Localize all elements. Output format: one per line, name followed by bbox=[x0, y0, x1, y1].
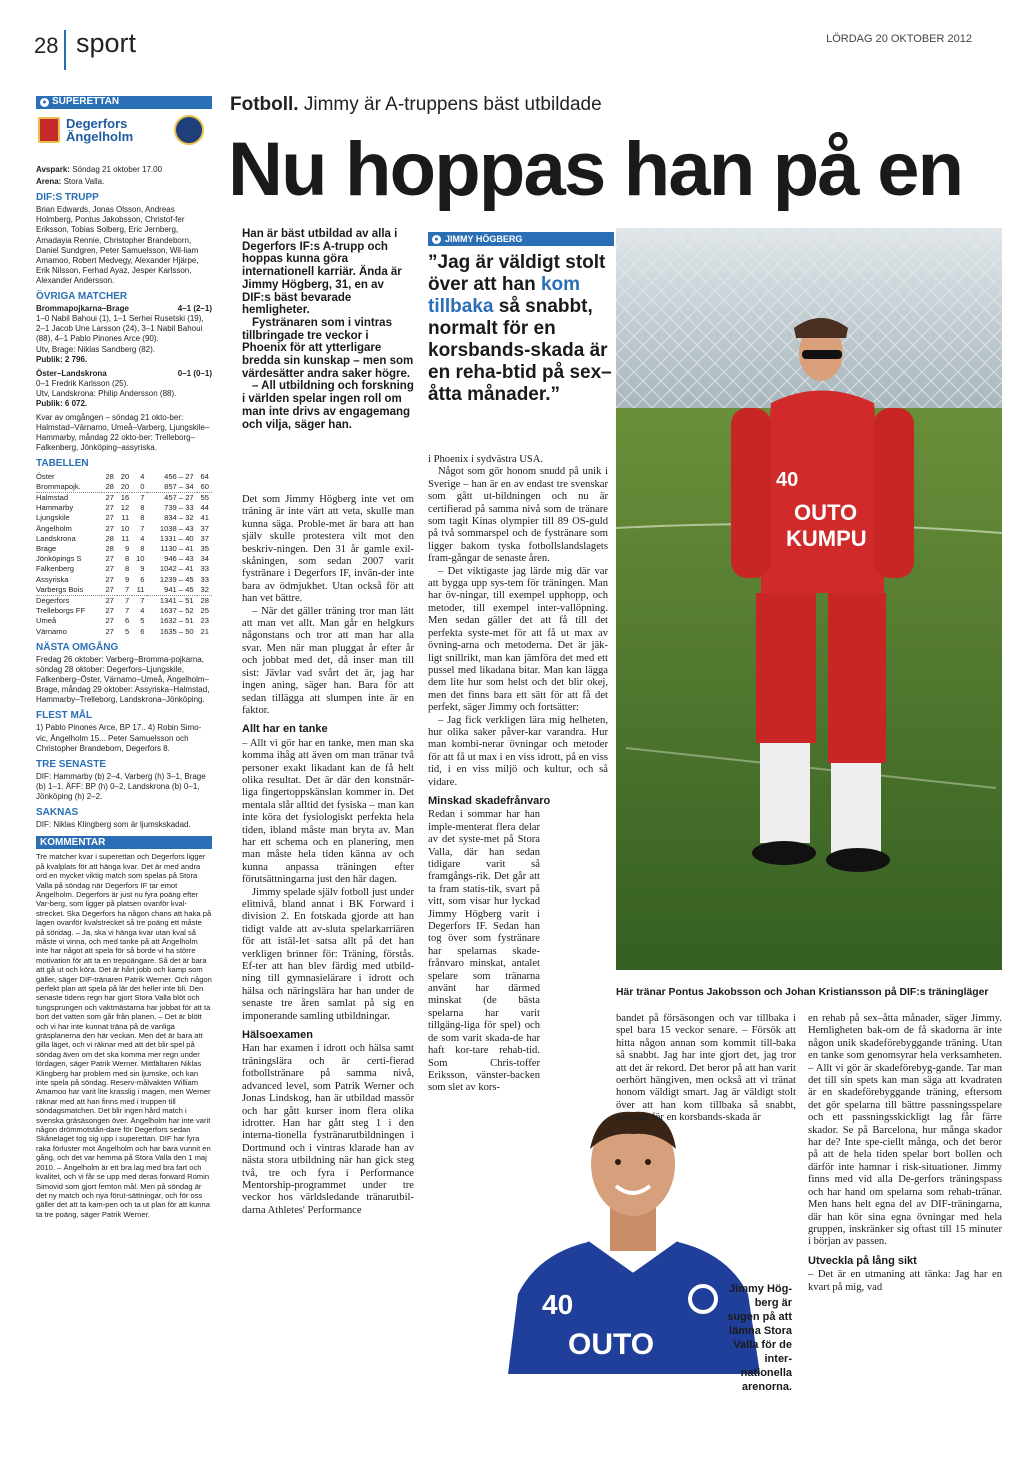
match-teams-label: Brommapojkarna–Brage bbox=[36, 304, 129, 314]
body-paragraph: – Allt vi gör har en tanke, men man ska komma ihåg att även om man tränar två personer exakt likadant kan de få helt olika resultat. Det är där den konstnär-liga fingertoppskänslan kommer in. Det mentala slår alltid det fysiska – man kan inte köra det fysiologiskt perfekta hela tiden, ibland måste man bryta av. Man har ett schema och en planering, men man måste hela tiden känna av och kunna anpassa träningen efter förutsättningarna just den här dagen. bbox=[242, 737, 414, 886]
table-cell: 27 bbox=[105, 584, 114, 594]
body-paragraph: Han har examen i idrott och hälsa samt träningslära och är certi-fierad fotbollstränare på samma nivå, advanced level, som Patrik Werner och Jonas Lindskog, han är utbildad massör och har gått kurser inom flera olika idrotter. Han har gått steg 1 i den interna-tionella fystränarutbildningen i Dortmund och i vintras klarade han av nästa stora utbildning när han gick steg två, tre och fyra i Performance Mentorship-programmet under tre veckor hos världsledande tränarutbil-darna Athletes' Performance bbox=[242, 1043, 414, 1216]
headline: Nu hoppas han på en bbox=[228, 127, 963, 212]
table-cell: 8 bbox=[124, 564, 130, 574]
subheading: Hälsoexamen bbox=[242, 1029, 313, 1042]
shirt-sponsor: KUMPU bbox=[786, 526, 867, 551]
table-cell: 1635 – 50 bbox=[159, 626, 194, 636]
table-cell: 8 bbox=[124, 554, 130, 564]
table-cell: 28 bbox=[105, 481, 114, 491]
shirt-sponsor: OUTO bbox=[794, 500, 858, 525]
article-column-3 bbox=[616, 1013, 796, 1183]
shirt-sponsor: OUTO bbox=[568, 1328, 655, 1361]
ingress-paragraph: Fystränaren som i vintras tillbringade tre veckor i Phoenix för att ytterligare bredda sin kunskap – men som värdesätter andra saker högre. bbox=[242, 316, 414, 380]
table-cell: 1632 – 51 bbox=[159, 616, 194, 626]
table-cell: 1042 – 41 bbox=[159, 564, 194, 574]
table-cell: 16 bbox=[120, 492, 130, 502]
table-cell: 11 bbox=[121, 513, 130, 523]
match-teams-label: Öster–Landskrona bbox=[36, 368, 107, 378]
table-team: Assyriska bbox=[36, 574, 69, 584]
table-team: Landskrona bbox=[36, 533, 76, 543]
table-cell: 1130 – 41 bbox=[160, 543, 194, 553]
top-scorers: 1) Pablo Pinones Arce, BP 17.. 4) Robin Simo-vic, Ängelholm 15... Peter Samuelsson och Christopher Brandeborn, Degerfors 8. bbox=[36, 723, 202, 753]
body-paragraph: bandet på försäsongen och var tillbaka i spel bara 15 veckor senare. – Försök att hitta någon annan som kommit till-baka så snabbt. Jag har inte gjort det, jag tror att det är rekord. Det beror på att han varit oerhört hängiven, men också att vi tränat honom väldigt smart. Jag är väldigt stolt över att han kom tillbaka så snabbt, normalt för en korsbands-skada är bbox=[616, 1013, 796, 1124]
match-score: 4–1 (2–1) bbox=[177, 304, 212, 314]
table-team: Ängelholm bbox=[36, 523, 72, 533]
page-number: 28 bbox=[34, 33, 59, 58]
table-cell: 941 – 45 bbox=[164, 584, 194, 594]
ingress-paragraph: Han är bäst utbildad av alla i Degerfors IF:s A-trupp och hoppas kunna göra internationell karriär. Ända är Jimmy Högberg, 31, en av DIF:s bäst bevarade hemligheter. bbox=[242, 228, 402, 317]
table-cell: 0 bbox=[140, 481, 145, 491]
table-cell: 456 – 27 bbox=[164, 471, 194, 481]
table-cell: 27 bbox=[105, 513, 114, 523]
table-cell: 60 bbox=[200, 481, 209, 491]
missing-players: DIF: Niklas Klingberg som är ljumskskadad. bbox=[36, 820, 191, 830]
table-cell: 44 bbox=[200, 503, 209, 513]
table-team: Jönköpings S bbox=[36, 554, 82, 564]
table-cell: 28 bbox=[105, 533, 114, 543]
header-divider bbox=[64, 30, 66, 70]
table-cell: 27 bbox=[105, 503, 114, 513]
other-matches-heading: ÖVRIGA MATCHER bbox=[36, 291, 128, 303]
next-round-heading: NÄSTA OMGÅNG bbox=[36, 641, 119, 653]
quote-label-bar bbox=[428, 232, 614, 246]
table-cell: 8 bbox=[140, 513, 145, 523]
table-row bbox=[36, 606, 212, 616]
squad-heading: DIF:S TRUPP bbox=[36, 192, 99, 204]
portrait-caption: Jimmy Hög-berg är sugen på att lämna Stora Valla för de inter-nationella arenorna. bbox=[727, 1283, 792, 1393]
table-cell: 35 bbox=[200, 543, 209, 553]
table-cell: 5 bbox=[140, 616, 145, 626]
table-cell: 28 bbox=[105, 543, 114, 553]
table-cell: 27 bbox=[105, 574, 114, 584]
table-cell: 20 bbox=[120, 471, 130, 481]
table-cell: 32 bbox=[200, 584, 209, 594]
football-icon: ● bbox=[432, 235, 441, 244]
away-team: Ängelholm bbox=[66, 129, 134, 144]
table-team: Värnamo bbox=[36, 626, 67, 636]
table-row bbox=[36, 554, 212, 564]
arena-label: Arena: bbox=[36, 177, 62, 187]
table-row bbox=[36, 585, 212, 596]
table-row bbox=[36, 482, 212, 493]
angelholm-crest-icon bbox=[174, 115, 204, 145]
table-cell: 8 bbox=[140, 503, 145, 513]
table-cell: 10 bbox=[136, 554, 145, 564]
table-cell: 27 bbox=[105, 595, 114, 605]
issue-date: LÖRDAG 20 OKTOBER 2012 bbox=[826, 33, 972, 45]
table-team: Falkenberg bbox=[36, 564, 74, 574]
table-cell: 1341 – 51 bbox=[159, 595, 194, 605]
table-team: Umeå bbox=[36, 616, 57, 626]
table-row bbox=[36, 544, 212, 554]
table-row bbox=[36, 513, 212, 523]
table-row bbox=[36, 492, 212, 503]
table-cell: 27 bbox=[105, 606, 114, 616]
table-cell: 7 bbox=[140, 595, 145, 605]
top-scorers-heading: FLEST MÅL bbox=[36, 710, 93, 722]
table-cell: 9 bbox=[124, 574, 130, 584]
table-cell: 25 bbox=[200, 606, 209, 616]
subheading: Allt har en tanke bbox=[242, 723, 328, 736]
table-cell: 21 bbox=[200, 626, 209, 636]
comments-heading: KOMMENTAR bbox=[40, 836, 106, 848]
table-cell: 834 – 32 bbox=[164, 513, 194, 523]
shirt-number: 40 bbox=[776, 469, 799, 491]
table-cell: 37 bbox=[200, 533, 209, 543]
table-cell: 857 – 34 bbox=[164, 481, 194, 491]
training-photo-art bbox=[616, 228, 1002, 970]
table-cell: 6 bbox=[140, 626, 145, 636]
table-cell: 10 bbox=[120, 523, 130, 533]
remaining-round: Kvar av omgången – söndag 21 okto-ber: Halmstad–Värnamo, Umeå–Varberg, Ljungskile–Hammarby, måndag 22 okto-ber: Trelleborg–Falkenberg, Jönköping–assyriska. bbox=[36, 413, 210, 453]
body-paragraph: Redan i sommar har han imple-menterat flera delar av det syste-met på Stora Valla, där han sedan tidigare varit så framgångs-rik. Det går att ta fram statis-tik, svart på vitt, som visar hur lyckad Jimmy Högberg varit i Degerfors IF. Sedan han tog över som fystränare har spelarnas skade-frånvaro minskat, antalet spelare som tränarna använt har därmed minskat (de bästa spelarna har varit tillgäng-liga för spel) och de som varit skada-de har haft kor-tare rehab-tid. Som Chris-toffer Eriksson, vänster-backen som slet av kors- bbox=[428, 809, 540, 1094]
match-result bbox=[36, 369, 212, 409]
kicker-topic: Fotboll. bbox=[230, 94, 299, 115]
table-cell: 27 bbox=[105, 492, 114, 502]
table-cell: 6 bbox=[124, 616, 130, 626]
table-team: Halmstad bbox=[36, 492, 69, 502]
table-cell: 11 bbox=[121, 533, 130, 543]
table-cell: 33 bbox=[200, 574, 209, 584]
quote-author: JIMMY HÖGBERG bbox=[445, 234, 523, 244]
table-cell: 27 bbox=[105, 616, 114, 626]
table-row bbox=[36, 595, 212, 606]
table-cell: 1637 – 52 bbox=[159, 606, 194, 616]
table-cell: 4 bbox=[140, 533, 145, 543]
table-row bbox=[36, 564, 212, 574]
table-cell: 34 bbox=[200, 554, 209, 564]
table-cell: 27 bbox=[105, 554, 114, 564]
match-attendance: Publik: 2 796. bbox=[36, 354, 88, 364]
subheading: Minskad skadefrånvaro bbox=[428, 794, 551, 807]
table-cell: 7 bbox=[140, 492, 145, 502]
table-cell: 64 bbox=[200, 471, 209, 481]
photo-caption: Här tränar Pontus Jakobsson och Johan Kristiansson på DIF:s träningläger bbox=[616, 987, 989, 998]
table-team: Hammarby bbox=[36, 503, 74, 513]
body-paragraph: Något som gör honom snudd på unik i Sverige – han är en av endast tre svenskar som gått ut-bildningen och nu är certifierad på samma nivå som de tränare som tagit Kinas olympier till 89 OS-guld på två sommarspel och de fystränare som ligger bakom tyska fotbollslandslagets fram-gångar de senaste åren. bbox=[428, 466, 608, 565]
match-score: 0–1 (0–1) bbox=[177, 368, 212, 378]
league-label: SUPERETTAN bbox=[52, 96, 120, 108]
quote-text bbox=[428, 252, 614, 406]
body-paragraph: Jimmy spelade själv fotboll just under elitnivå, bland annat i BK Forward i division 2. En fotskada gjorde att han tidigt valde att av-sluta spelarkarriären för att istäl-let satsa allt på det han verkligen brinner för: Träning, förstås. Ef-ter att han blev färdig med utbild-ning till gymnasielärare i idrott och hälsa och näringslära har han under de senaste tre åren samlat på sig en imponerande samling utbildningar. bbox=[242, 886, 414, 1022]
table-cell: 946 – 43 bbox=[164, 554, 194, 564]
table-team: Varbergs Bois bbox=[36, 584, 84, 594]
ingress-paragraph: – All utbildning och forskning i världen spelar ingen roll om man inte drivs av engagemang och vilja, säger han. bbox=[242, 380, 414, 431]
table-team: Trelleborgs FF bbox=[36, 606, 86, 616]
quote-part: ”Jag är väldigt stolt över att han bbox=[428, 252, 606, 295]
match-goals: 0–1 Fredrik Karlsson (25). bbox=[36, 378, 129, 388]
table-team: Degerfors bbox=[36, 595, 70, 605]
body-paragraph: – Det viktigaste jag lärde mig där var att bygga upp sys-tem för träningen. Man har öv-ningar, till exempel upphopp, och metoder, till exempel inter-vallöpning. Men sedan gäller det att få till det perfekta syste-met för att få ut max av övning-arna och metoderna. Det är jäk-ligt snillrikt, man kan jämföra det med ett pussel med likadana bitar. Man kan lägga dem lite hur som helst och det blir okej, men det finns bara ett sätt för att få det perfekt, säger Jimmy och fortsätter: bbox=[428, 565, 608, 714]
pull-quote bbox=[428, 232, 614, 406]
article-column-1 bbox=[242, 494, 414, 1452]
section-title: sport bbox=[76, 28, 137, 58]
home-team: Degerfors bbox=[66, 116, 128, 131]
table-cell: 5 bbox=[124, 626, 130, 636]
match-attendance: Publik: 6 072. bbox=[36, 398, 88, 408]
table-cell: 23 bbox=[200, 616, 209, 626]
table-cell: 1038 – 43 bbox=[159, 523, 194, 533]
last-three-heading: TRE SENASTE bbox=[36, 758, 107, 770]
table-row bbox=[36, 575, 212, 585]
body-paragraph: i Phoenix i sydvästra USA. bbox=[428, 454, 544, 465]
table-cell: 7 bbox=[140, 523, 145, 533]
table-cell: 28 bbox=[105, 471, 114, 481]
match-dismissal: Utv, Landskrona: Philip Andersson (88). bbox=[36, 388, 177, 398]
table-cell: 27 bbox=[105, 523, 114, 533]
table-cell: 9 bbox=[124, 543, 130, 553]
table-cell: 27 bbox=[105, 564, 114, 574]
match-result bbox=[36, 304, 212, 365]
table-cell: 27 bbox=[105, 626, 114, 636]
body-paragraph: en rehab på sex–åtta månader, säger Jimmy. Hemligheten bak-om de få skadorna är inte någon unik skadeförebyggande träning. Utan en tanke som genomsyrar hela verksamheten. – Allt vi gör är skadeförebyg-gande. Tar man det till sin spets kan man säga att kvadraten är en skadeförebyggande träning, eftersom det gör spelarna till bättre passningsspelare och ett passningsskickligt lag får färre skador. Se på Barcelona, hur många skador har de? Inte spe-ciellt många, och det beror på att de hela tiden spelar bort bollen och därför inte hamnar i risk-situationer. Jimmy finns med vid alla De-gerfors träningspass och har hand om spelarna som rehab-tränar. Men hans helt egna del av DIF-träningarna, där han kör sina egna övningar med hela gruppen, inskränker sig oftast till 15 minuter i början av passen. bbox=[808, 1013, 1002, 1248]
body-paragraph: – Jag fick verkligen lära mig helheten, hur olika saker påver-kar varandra. Hur man kombi-nerar övningar och metoder för att få ut max i en viss idrott, på en viss tid, i en viss miljö och kultur, och så vidare. bbox=[428, 714, 608, 788]
subheading: Utveckla på lång sikt bbox=[808, 1254, 917, 1267]
table-cell: 11 bbox=[136, 584, 145, 594]
match-factbox bbox=[36, 96, 212, 1456]
training-photo bbox=[616, 228, 1002, 970]
kickoff-label: Avspark: bbox=[36, 165, 70, 174]
table-cell: 20 bbox=[120, 481, 130, 491]
table-cell: 12 bbox=[120, 503, 130, 513]
body-paragraph: – Det är en utmaning att tänka: Jag har en kvart på mig, vad bbox=[808, 1269, 1002, 1293]
kicker bbox=[230, 94, 602, 116]
body-paragraph: Det som Jimmy Högberg inte vet om träning är inte värt att veta, skulle man kunna säga. Proble-met är bara att han själv skulle protestera vilt mot den beskriv-ningen. Den 31 år gamle exil-skåningen, som sedan 2007 varit fystränare i Degerfors IF, invän-der inte bara av ödmjukhet. Utan också för att han vet bättre. bbox=[242, 494, 414, 605]
shirt-number: 40 bbox=[542, 1289, 574, 1320]
table-cell: 1239 – 45 bbox=[159, 574, 194, 584]
table-cell: 55 bbox=[200, 492, 209, 502]
comments-text: Tre matcher kvar i superettan och Degerfors ligger på kvalplats för att hänga kvar. Det är med andra ord en mycket viktig match som spelas på Stora Valla på söndag när Degerfors IF tar emot Ängelholm. Degerfors är just nu fyra poäng efter Var-berg, som ligger på platsen ovanför kval-strecket. Ska Degerfors ha någon chans att haka på lagen ovanför kvalstrecket så tre poäng ett måste på söndag. – Ja, ska vi hänga kvar utan kval så måste vi vinna, och med tanke på att Ängelholm inte har något att spela för så borde vi ha större motivation för att ta en trepoängare. Så det är bara att gå ut och köra. Det är hårt jobb och kamp som gäller, säger DIF-tränaren Patrik Werner. Och någon perfekt plan att spela på lär det heller inte bli. Den senaste tidens regn har gjort Stora Valla blöt och tungsprungen och vaktmästarna har jobbat för att ta bort det vatten som går från planen. – Det är blött och vi har inte kunnat träna på de vanliga gräsplanerna den här veckan. Men det är bara att gilla läget, och vi räknar med att det blir spel på söndag även om det ska komma mer regn under lördagen, säger Patrik Werner. Mittfältaren Niklas Klingberg har problem med sin ljumske, och kan inte spela på söndag. Reserv-målvakten William Amamoo har varit lite krasslig i magen, men Werner räknar med att han finns med i truppen till söndagsmatchen. Det blir ingen hård match i svenska gräsäsongen över. Ängelholm har inte varit någon drömmotstån-dare för Degerfors sedan Skånelaget tog sig upp i superettan. DIF har fyra raka förluster mot Ängelholm och har bara vunnit en gång, och det var hemma på Stora Valla den 1 maj 2010. – Ängelholm är ett bra lag med bra fart och kvalitet, och vi får se upp med deras forward Romin Simovid som gjort femton mål. Men på söndag är det ny match och nya förut-sättningar, och för oss gäller det att ta kam-pen och ta ut plan för att kunna ta tre poäng, säger Patrik Werner. bbox=[36, 852, 212, 1219]
arena-name: Stora Valla. bbox=[63, 177, 105, 187]
table-cell: 33 bbox=[200, 564, 209, 574]
table-row bbox=[36, 503, 212, 513]
missing-heading: SAKNAS bbox=[36, 807, 79, 819]
comments-bar bbox=[36, 836, 212, 849]
article-ingress bbox=[242, 228, 414, 431]
table-cell: 739 – 33 bbox=[164, 503, 194, 513]
table-team: Öster bbox=[36, 471, 55, 481]
table-row bbox=[36, 524, 212, 534]
table-team: Ljungskile bbox=[36, 513, 70, 523]
kickoff-time: Söndag 21 oktober 17.00 bbox=[72, 165, 163, 174]
table-cell: 7 bbox=[124, 584, 130, 594]
football-icon: ● bbox=[40, 98, 49, 107]
match-goals: 1–0 Nabil Bahoui (1), 1–1 Serhei Rusetski (19), 2–1 Jacob Une Larsson (24), 3–1 Nabil Bahoui (88), 4–1 Pablo Pinones Arce (90). bbox=[36, 314, 204, 344]
table-cell: 4 bbox=[140, 606, 145, 616]
table-row bbox=[36, 616, 212, 626]
table-cell: 4 bbox=[140, 471, 145, 481]
table-cell: 6 bbox=[140, 574, 145, 584]
table-cell: 7 bbox=[124, 595, 130, 605]
league-table bbox=[36, 472, 212, 637]
table-heading: TABELLEN bbox=[36, 458, 89, 470]
league-bar bbox=[36, 96, 212, 109]
next-round-fixtures: Fredag 26 oktober: Varberg–Bromma-pojkarna, söndag 28 oktober: Degerfors–Ljungskile, Falkenberg–Öster, Värnamo–Umeå, Ängelholm–Brage, måndag 29 oktober: Assyriska–Halmstad, Hammarby–Trelleborg, Landskrona–Jönköping. bbox=[36, 654, 210, 705]
last-three: DIF: Hammarby (b) 2–4, Varberg (h) 3–1, Brage (b) 1–1. ÄFF: BP (h) 0–2, Landskrona (b) 0–1, Jönköping (h) 2–2. bbox=[36, 771, 206, 801]
match-teams bbox=[36, 113, 212, 165]
table-cell: 8 bbox=[140, 543, 145, 553]
table-cell: 41 bbox=[200, 513, 209, 523]
table-cell: 7 bbox=[124, 606, 130, 616]
table-row bbox=[36, 534, 212, 544]
body-paragraph: – När det gäller träning tror man lätt att man vet allt. Man går en helgkurs någonstans och tror att man har alla svar. Men när man pluggat år efter år och jobbat med det, då inser man till sist: Jävlar vad svårt det är, jag har ingen aning, säger han. Bara för att sedan tillägga att slumpen inte är en faktor. bbox=[242, 605, 414, 716]
table-cell: 1331 – 40 bbox=[159, 533, 194, 543]
table-cell: 457 – 27 bbox=[164, 492, 194, 502]
table-cell: 28 bbox=[200, 595, 209, 605]
degerfors-crest-icon bbox=[38, 117, 60, 143]
kicker-text: Jimmy är A-truppens bäst utbildade bbox=[298, 94, 602, 115]
quote-part: så snabbt, normalt för en korsbands-skada är en reha-btid på sex–åtta månader.” bbox=[428, 296, 612, 405]
table-cell: 37 bbox=[200, 523, 209, 533]
table-row bbox=[36, 627, 212, 637]
table-row bbox=[36, 472, 212, 482]
table-team: Brage bbox=[36, 543, 57, 553]
quote-highlight: kom tillbaka bbox=[428, 274, 581, 317]
table-cell: 9 bbox=[140, 564, 145, 574]
table-team: Brommapojk. bbox=[36, 481, 81, 491]
match-dismissal: Utv, Brage: Niklas Sandberg (82). bbox=[36, 344, 156, 354]
squad-list: Brian Edwards, Jonas Olsson, Andreas Holmberg, Pontus Jakobsson, Christof-fer Eriksson, Tobias Solberg, Eric Jernberg, Amadayia Rennie, Christopher Brandeborn, Daniel Sundgren, Peter Samuelsson, Wil-liam Amamoo, Robert Medvegy, Alexander Hjärpe, Erik Nilsson, Ferhad Ayaz, Jesper Karlsson, Alexander Andersson. bbox=[36, 205, 199, 285]
article-column-4 bbox=[808, 1013, 1002, 1453]
